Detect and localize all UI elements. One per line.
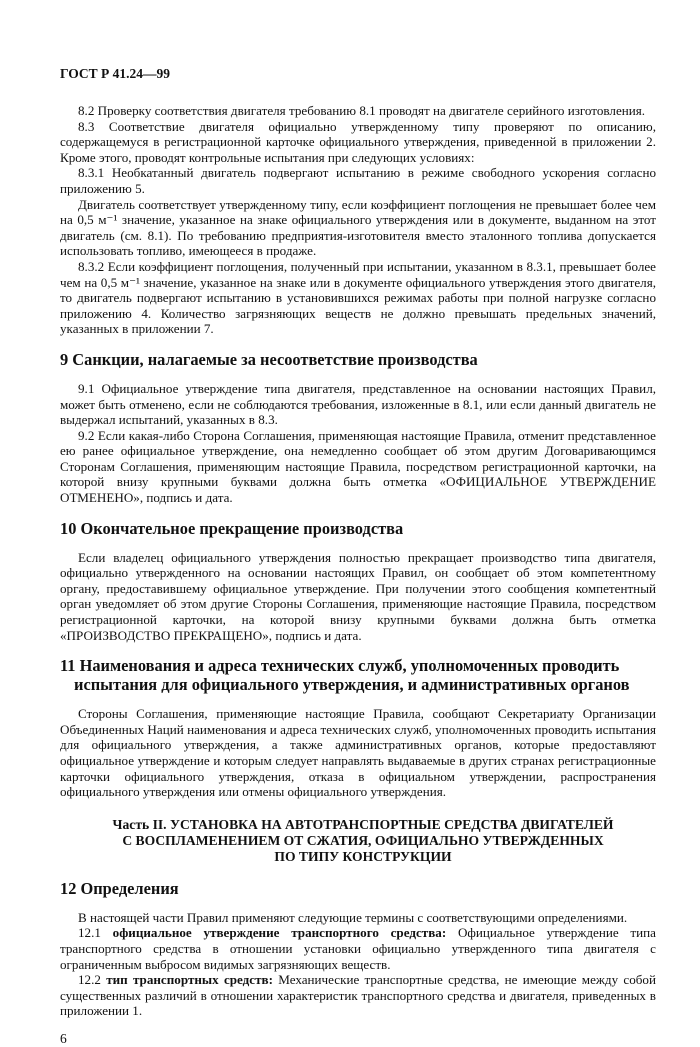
paragraph: 8.2 Проверку соответствия двигателя требованию 8.1 проводят на двигателе серийного изготовления. [78, 103, 646, 118]
page-number: 6 [60, 1030, 67, 1046]
paragraph: 8.3 Соответствие двигателя официально утвержденному типу проверяют по описанию, содержащемуся в регистрационной карточке официального утверждения, приведенной в приложении 2. Кроме этого, проводят контрольные испытания при следующих условиях: [60, 118, 656, 165]
paragraph: Двигатель соответствует утвержденному типу, если коэффициент поглощения не превышает более чем на 0,5 м⁻¹ значение, указанное на знаке официального утверждения или в документе, выданном на этот двигатель (см. 8.1). По требованию предприятия-изготовителя вместо эталонного топлива допускается использовать топливо, имеющееся в продаже. [60, 196, 656, 259]
paragraph: Стороны Соглашения, применяющие настоящие Правила, сообщают Секретариату Организации Объединенных Наций наименования и адреса технических служб, уполномоченных проводить испытания для официального утверждения, а также административных органов, которые предоставляют официальное утверждение и которым следует направлять выдаваемые в других странах регистрационные карточки официального утверждения, отказа в официальном утверждении, распространения официального утверждения или отмены официального утверждения. [60, 706, 656, 800]
section-heading-line: испытания для официального утверждения, и административных органов [74, 675, 630, 695]
document-body [60, 103, 656, 1019]
section-heading-line: 10 Окончательное прекращение производства [60, 518, 404, 538]
paragraph: В настоящей части Правил применяют следующие термины с соответствующими определениями. [78, 909, 628, 925]
definition-text: Механические транспортные средства, не имеющие между собой существенных различий в отношении характеристик транспортного средства и двигателя, приведенных в приложении 1. [60, 972, 656, 1019]
section-heading [60, 879, 656, 898]
definition-number: 12.2 [78, 972, 101, 988]
part-heading-line: ПО ТИПУ КОНСТРУКЦИИ [274, 848, 452, 864]
section-heading-line: 12 Определения [60, 878, 179, 898]
definition-term: официальное утверждение транспортного средства: [112, 925, 447, 941]
paragraph: Если владелец официального утверждения полностью прекращает производство типа двигателя, официально утвержденного на основании настоящих Правил, он сообщает об этом компетентному органу, предоставившему официальное утверждение. При получении этого сообщения компетентный орган уведомляет об этом другие Стороны Соглашения, применяющие настоящие Правила, посредством регистрационной карточки, на которой внизу крупными буквами должна быть отметка «ПРОИЗВОДСТВО ПРЕКРАЩЕНО», подпись и дата. [60, 549, 656, 643]
part-heading-line: С ВОСПЛАМЕНЕНИЕМ ОТ СЖАТИЯ, ОФИЦИАЛЬНО УТВЕРЖДЕННЫХ [122, 832, 604, 848]
definition-number: 12.1 [78, 925, 101, 941]
paragraph: 8.3.2 Если коэффициент поглощения, полученный при испытании, указанном в 8.3.1, превышает более чем на 0,5 м⁻¹ значение, указанное на знаке или в документе официального утверждения этого двигателя, то двигатель подвергают испытанию в установившихся режимах работы при полной нагрузке согласно приложению 4. Количество загрязняющих веществ не должно превышать предельных значений, указанных в приложении 7. [60, 258, 656, 337]
part-heading-line: Часть II. УСТАНОВКА НА АВТОТРАНСПОРТНЫЕ СРЕДСТВА ДВИГАТЕЛЕЙ [112, 816, 614, 832]
paragraph: 9.2 Если какая-либо Сторона Соглашения, применяющая настоящие Правила, отменит представленное ею ранее официальное утверждение, она немедленно сообщает об этом другим Договаривающимся Сторонам Соглашения, применяющим настоящие Правила, посредством регистрационной карточки, на которой внизу крупными буквами должна быть отметка «ОФИЦИАЛЬНОЕ УТВЕРЖДЕНИЕ ОТМЕНЕНО», подпись и дата. [60, 427, 656, 506]
definition-text: Официальное утверждение типа транспортного средства в отношении установки официально утвержденного типа двигателя с ограниченным выбросом видимых загрязняющих веществ. [60, 925, 656, 972]
part-heading [80, 817, 646, 865]
document-page [60, 66, 656, 1047]
paragraph: 8.3.1 Необкатанный двигатель подвергают испытанию в режиме свободного ускорения согласно приложению 5. [60, 165, 656, 196]
definition-term: тип транспортных средств: [106, 972, 273, 988]
definition-item [60, 925, 656, 972]
document-header: ГОСТ Р 41.24—99 [60, 66, 171, 81]
section-heading [60, 519, 656, 538]
definition-item [60, 972, 656, 1019]
section-heading-line: 11 Наименования и адреса технических служб, уполномоченных проводить [60, 656, 620, 676]
section-heading-line: 9 Санкции, налагаемые за несоответствие производства [60, 349, 478, 369]
paragraph: 9.1 Официальное утверждение типа двигателя, представленное на основании настоящих Правил, может быть отменено, если не соблюдаются требования, изложенные в 8.1, или если данный двигатель не выдержал испытаний, указанных в 8.3. [60, 380, 656, 428]
section-heading [60, 350, 656, 369]
section-heading [60, 656, 656, 694]
